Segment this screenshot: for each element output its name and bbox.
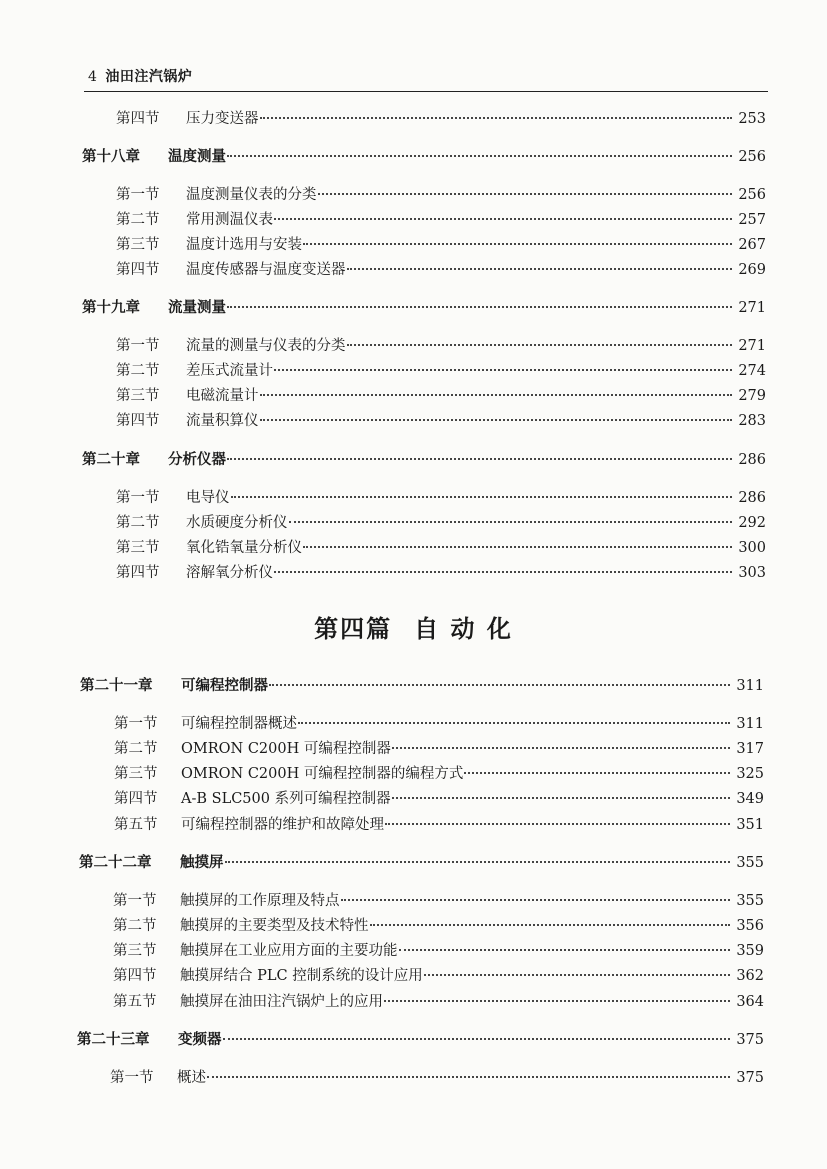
toc-entry-page: 359 — [736, 943, 764, 959]
dot-leader — [303, 546, 732, 548]
toc-entry-page: 271 — [738, 338, 766, 354]
toc-chapter-page: 355 — [736, 855, 764, 871]
toc-entry-page: 303 — [738, 565, 766, 581]
dot-leader — [384, 1000, 730, 1002]
toc-entry-label: 第三节 — [116, 540, 160, 556]
toc-entry-page: 253 — [738, 111, 766, 127]
dot-leader — [303, 243, 732, 245]
dot-leader — [347, 268, 733, 270]
toc-entry-page: 349 — [736, 791, 764, 807]
toc-entry-page: 362 — [736, 968, 764, 984]
toc-entry-label: 第四节 — [116, 565, 160, 581]
toc-entry[interactable] — [116, 210, 766, 230]
dot-leader — [274, 369, 732, 371]
toc-entry-title: 差压式流量计 — [186, 363, 273, 379]
dot-leader — [392, 797, 731, 799]
toc-entry[interactable] — [116, 185, 766, 205]
toc-entry-label: 第一节 — [116, 490, 160, 506]
dot-leader — [289, 521, 733, 523]
dot-leader — [225, 861, 731, 863]
toc-entry[interactable] — [113, 966, 764, 986]
toc-entry[interactable] — [116, 538, 766, 558]
toc-entry[interactable] — [110, 1068, 764, 1088]
toc-entry[interactable] — [113, 891, 764, 911]
toc-chapter-page: 286 — [738, 452, 766, 468]
dot-leader — [341, 899, 731, 901]
toc-entry-title: 触摸屏在油田注汽锅炉上的应用 — [180, 994, 383, 1010]
dot-leader — [464, 772, 730, 774]
toc-entry[interactable] — [116, 235, 766, 255]
running-header — [88, 66, 192, 86]
toc-entry[interactable] — [114, 714, 764, 734]
toc-entry-title: 流量的测量与仪表的分类 — [186, 338, 346, 354]
dot-leader — [424, 974, 731, 976]
toc-entry-page: 257 — [738, 212, 766, 228]
dot-leader — [227, 306, 732, 308]
toc-entry-page: 274 — [738, 363, 766, 379]
toc-entry[interactable] — [114, 764, 764, 784]
toc-entry-page: 364 — [736, 994, 764, 1010]
toc-entry-title: 水质硬度分析仪 — [186, 515, 288, 531]
dot-leader — [298, 722, 730, 724]
toc-entry-title: 电磁流量计 — [186, 388, 259, 404]
toc-chapter-page: 256 — [738, 149, 766, 165]
toc-entry-label: 第二节 — [116, 363, 160, 379]
dot-leader — [385, 823, 730, 825]
part-title-label: 第四篇 — [314, 614, 393, 643]
toc-chapter[interactable] — [82, 298, 766, 318]
toc-entry-page: 283 — [738, 413, 766, 429]
toc-entry[interactable] — [114, 739, 764, 759]
toc-entry-label: 第一节 — [116, 187, 160, 203]
toc-entry[interactable] — [116, 260, 766, 280]
toc-chapter-title: 变频器 — [178, 1031, 222, 1048]
toc-entry-page: 355 — [736, 893, 764, 909]
toc-entry[interactable] — [113, 941, 764, 961]
toc-entry-title: 电导仪 — [186, 490, 230, 506]
toc-chapter-title: 温度测量 — [168, 148, 226, 165]
toc-entry-label: 第二节 — [116, 515, 160, 531]
header-page-number: 4 — [88, 69, 98, 85]
toc-entry-title: OMRON C200H 可编程控制器 — [181, 741, 391, 757]
toc-entry-page: 279 — [738, 388, 766, 404]
toc-entry-label: 第五节 — [114, 817, 158, 833]
toc-entry-title: 温度传感器与温度变送器 — [186, 262, 346, 278]
toc-entry-label: 第一节 — [113, 893, 157, 909]
toc-chapter[interactable] — [80, 676, 764, 696]
toc-chapter-page: 271 — [738, 300, 766, 316]
toc-entry-label: 第三节 — [113, 943, 157, 959]
toc-entry-label: 第三节 — [116, 388, 160, 404]
toc-entry-title: 温度测量仪表的分类 — [186, 187, 317, 203]
toc-chapter-label: 第二十一章 — [80, 677, 153, 694]
toc-chapter-label: 第十九章 — [82, 299, 140, 316]
toc-entry-label: 第二节 — [114, 741, 158, 757]
toc-entry-page: 325 — [736, 766, 764, 782]
dot-leader — [370, 924, 731, 926]
toc-entry-title: 触摸屏结合 PLC 控制系统的设计应用 — [180, 968, 423, 984]
toc-entry-label: 第二节 — [113, 918, 157, 934]
toc-chapter-page: 311 — [736, 678, 764, 694]
toc-entry[interactable] — [116, 488, 766, 508]
dot-leader — [207, 1076, 730, 1078]
toc-entry[interactable] — [116, 563, 766, 583]
toc-entry[interactable] — [113, 916, 764, 936]
dot-leader — [392, 747, 730, 749]
toc-entry-page: 256 — [738, 187, 766, 203]
toc-entry-page: 292 — [738, 515, 766, 531]
toc-entry-page: 300 — [738, 540, 766, 556]
toc-entry-title: 溶解氧分析仪 — [186, 565, 273, 581]
toc-chapter[interactable] — [82, 147, 766, 167]
toc-entry-title: 触摸屏的工作原理及特点 — [180, 893, 340, 909]
toc-entry-title: A-B SLC500 系列可编程控制器 — [181, 791, 391, 807]
toc-chapter-title: 流量测量 — [168, 299, 226, 316]
toc-chapter-label: 第二十二章 — [79, 854, 152, 871]
toc-entry-title: 触摸屏的主要类型及技术特性 — [180, 918, 369, 934]
dot-leader — [260, 419, 733, 421]
toc-entry[interactable] — [116, 411, 766, 431]
toc-entry[interactable] — [113, 992, 764, 1012]
toc-entry[interactable] — [116, 109, 766, 129]
dot-leader — [347, 344, 733, 346]
toc-entry-page: 375 — [736, 1070, 764, 1086]
dot-leader — [274, 571, 732, 573]
part-title-text: 自 动 化 — [414, 614, 513, 643]
toc-entry-page: 286 — [738, 490, 766, 506]
toc-entry-page: 267 — [738, 237, 766, 253]
toc-entry-label: 第一节 — [110, 1070, 154, 1086]
dot-leader — [274, 218, 732, 220]
toc-entry-label: 第三节 — [114, 766, 158, 782]
dot-leader — [318, 193, 733, 195]
toc-entry[interactable] — [116, 513, 766, 533]
toc-chapter-label: 第二十章 — [82, 451, 140, 468]
toc-entry-page: 317 — [736, 741, 764, 757]
toc-chapter-page: 375 — [736, 1032, 764, 1048]
toc-entry-title: 概述 — [177, 1070, 206, 1086]
toc-entry-label: 第三节 — [116, 237, 160, 253]
toc-entry-page: 311 — [736, 716, 764, 732]
toc-chapter-title: 可编程控制器 — [181, 677, 268, 694]
dot-leader — [260, 117, 733, 119]
dot-leader — [227, 155, 732, 157]
header-rule — [84, 91, 768, 92]
toc-entry-label: 第四节 — [116, 262, 160, 278]
toc-chapter-title: 触摸屏 — [180, 854, 224, 871]
toc-entry-label: 第五节 — [113, 994, 157, 1010]
toc-entry-title: 触摸屏在工业应用方面的主要功能 — [180, 943, 398, 959]
toc-entry-label: 第二节 — [116, 212, 160, 228]
dot-leader — [399, 949, 731, 951]
toc-chapter-label: 第二十三章 — [77, 1031, 150, 1048]
toc-entry-title: 温度计选用与安装 — [186, 237, 302, 253]
dot-leader — [260, 394, 733, 396]
toc-entry-title: 常用测温仪表 — [186, 212, 273, 228]
toc-entry-title: OMRON C200H 可编程控制器的编程方式 — [181, 766, 464, 782]
toc-chapter[interactable] — [77, 1030, 764, 1050]
toc-entry-label: 第一节 — [116, 338, 160, 354]
toc-entry-label: 第一节 — [114, 716, 158, 732]
toc-entry-title: 氧化锆氧量分析仪 — [186, 540, 302, 556]
toc-entry[interactable] — [116, 361, 766, 381]
toc-entry[interactable] — [116, 386, 766, 406]
toc-entry-label: 第四节 — [116, 413, 160, 429]
toc-entry-title: 流量积算仪 — [186, 413, 259, 429]
toc-entry-page: 269 — [738, 262, 766, 278]
toc-chapter[interactable] — [79, 853, 764, 873]
toc-chapter-label: 第十八章 — [82, 148, 140, 165]
toc-entry-label: 第四节 — [116, 111, 160, 127]
toc-entry-title: 可编程控制器概述 — [181, 716, 297, 732]
header-book-title: 油田注汽锅炉 — [105, 69, 193, 85]
toc-entry[interactable] — [114, 789, 764, 809]
toc-entry[interactable] — [114, 815, 764, 835]
toc-chapter-title: 分析仪器 — [168, 451, 226, 468]
toc-entry-title: 压力变送器 — [186, 111, 259, 127]
toc-entry-page: 356 — [736, 918, 764, 934]
dot-leader — [269, 684, 730, 686]
dot-leader — [227, 458, 732, 460]
toc-entry-page: 351 — [736, 817, 764, 833]
part-title — [0, 609, 827, 644]
toc-entry-label: 第四节 — [113, 968, 157, 984]
toc-chapter[interactable] — [82, 450, 766, 470]
toc-entry-title: 可编程控制器的维护和故障处理 — [181, 817, 384, 833]
dot-leader — [223, 1038, 731, 1040]
dot-leader — [231, 496, 733, 498]
toc-entry-label: 第四节 — [114, 791, 158, 807]
toc-entry[interactable] — [116, 336, 766, 356]
